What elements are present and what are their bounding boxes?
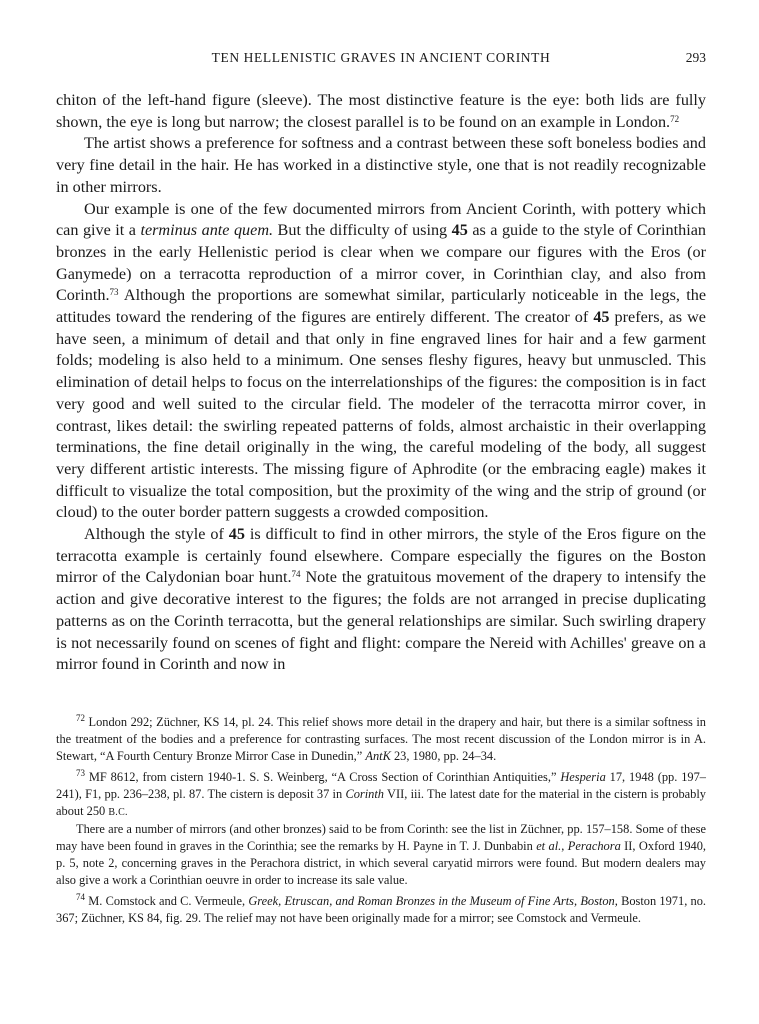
page xyxy=(56,50,706,927)
text-run: London 292; Züchner, KS 14, pl. 24. This relief shows more detail in the drapery and hair, but there is a similar softness in the treatment of the bodies and a preference for contrasting surfaces. The most recent discussion of the London mirror is in A. Stewart, “A Fourth Century Bronze Mirror Case in Dunedin,” xyxy=(56,714,706,763)
footnote-number: 73 xyxy=(76,767,85,778)
text-run: chiton of the left-hand figure (sleeve). The most distinctive feature is the eye: both lids are fully shown, the eye is long but narrow; the closest parallel is to be found on an example in London. xyxy=(56,91,706,131)
page-number: 293 xyxy=(685,50,706,65)
text-run: Although the style of xyxy=(84,525,229,544)
text-run: prefers, as we have seen, a minimum of detail and that only in fine engraved lines for hair and a few garment folds; modeling is also held to a minimum. One senses fleshy figures, heavy but unmuscled. This elimination of detail helps to focus on the interrelationships of the figures: the composition is in fact very good and well suited to the circular field. The modeler of the terracotta mirror cover, in contrast, likes detail: the swirling repeated patterns of folds, almost archaistic in their overlapping terminations, the fine detail originally in the wing, the careful modeling of the body, all suggest very different artistic interests. The missing figure of Aphrodite (or the embracing eagle) makes it difficult to visualize the total composition, but the proximity of the wing and the strip of ground (or cloud) to the outer border pattern suggests a crowded composition. xyxy=(56,308,706,522)
text-run: is difficult to find in other mirrors, the style of the Eros figure on the terracotta example is certainly found elsewhere. Compare especially the figures on the Boston mirror of the Calydonian boar hunt. xyxy=(56,525,706,587)
italic-title: Perachora xyxy=(567,839,621,854)
italic-title: AntK xyxy=(365,748,391,763)
running-header xyxy=(56,50,706,72)
catalog-number: 45 xyxy=(593,308,610,327)
catalog-number: 45 xyxy=(451,221,468,240)
running-title: TEN HELLENISTIC GRAVES IN ANCIENT CORINTH xyxy=(211,50,551,65)
text-run: 23, 1980, pp. 24–34. xyxy=(390,748,497,763)
small-caps-era: B.C. xyxy=(108,806,128,818)
footnote-74 xyxy=(56,893,706,927)
italic-term: terminus ante quem. xyxy=(140,221,274,240)
paragraph-4 xyxy=(56,524,706,676)
footnote-ref-73: 73 xyxy=(109,287,119,298)
italic-title: Hesperia xyxy=(560,769,606,784)
text-run: Boston 1971, no. 367; Züchner, KS 84, fig. 29. The relief may not have been originally made for a mirror; see Comstock and Vermeule. xyxy=(56,894,706,925)
text-run: II, Oxford 1940, p. 5, note 2, concerning graves in the Perachora district, in which several caryatid mirrors were found. But modern dealers may also give a work a Corinthian oeuvre in order to increase its sale value. xyxy=(56,839,707,888)
text-run: M. Comstock and C. Vermeule, xyxy=(85,894,249,909)
paragraph-2 xyxy=(56,133,706,198)
footnote-ref-74: 74 xyxy=(291,569,301,580)
footnotes xyxy=(56,714,706,927)
italic-term: et al. xyxy=(536,839,562,854)
footnote-73-continued xyxy=(56,821,706,889)
text-run: Note the gratuitous movement of the drapery to intensify the action and give decorative interest to the figures; the folds are not arranged in precise duplicating patterns as on the Corinth terracotta, but the general relationships are similar. Such swirling drapery is not necessarily found on scenes of fight and flight: compare the Nereid with Achilles' greave on a mirror found in Corinth and now in xyxy=(56,568,706,674)
italic-title: Greek, Etruscan, and Roman Bronzes in the Museum of Fine Arts, Boston, xyxy=(248,894,618,909)
text-run: MF 8612, from cistern 1940-1. S. S. Weinberg, “A Cross Section of Corinthian Antiquities,” xyxy=(85,769,561,784)
text-run: 17, 1948 (pp. 197–241), F1, pp. 236–238, pl. 87. The cistern is deposit 37 in xyxy=(56,769,706,801)
text-run: VII, iii. The latest date for the material in the cistern is probably about 250 xyxy=(56,786,706,818)
footnote-73 xyxy=(56,769,706,822)
text-run: Our example is one of the few documented mirrors from Ancient Corinth, with pottery which can give it a xyxy=(56,199,706,240)
paragraph-1 xyxy=(56,90,706,133)
footnote-number: 74 xyxy=(76,892,85,903)
text-run: Although the proportions are somewhat similar, particularly noticeable in the legs, the attitudes toward the rendering of the figures are entirely different. The creator of xyxy=(56,286,706,327)
catalog-number: 45 xyxy=(228,525,245,544)
footnote-number: 72 xyxy=(76,712,85,723)
footnote-72 xyxy=(56,714,706,765)
text-run: The artist shows a preference for softness and a contrast between these soft boneless bodies and very fine detail in the hair. He has worked in a distinctive style, one that is not readily recognizable in other mirrors. xyxy=(56,134,706,196)
text-run: as a guide to the style of Corinthian bronzes in the early Hellenistic period is clear when we compare our figures with the Eros (or Ganymede) on a terracotta reproduction of a mirror cover, in Corinthian clay, and also from Corinth. xyxy=(56,221,706,305)
italic-title: Corinth xyxy=(345,786,384,801)
body-text xyxy=(56,90,706,676)
text-run: , xyxy=(561,839,568,854)
text-run: There are a number of mirrors (and other bronzes) said to be from Corinth: see the list in Züchner, pp. 157–158. Some of these may have been found in graves in the Corinthia; see the remarks by H. Payne in T. J. Dunbabin xyxy=(56,822,706,854)
text-run: But the difficulty of using xyxy=(273,221,452,240)
footnote-ref-72: 72 xyxy=(670,113,680,124)
paragraph-3 xyxy=(56,199,706,525)
